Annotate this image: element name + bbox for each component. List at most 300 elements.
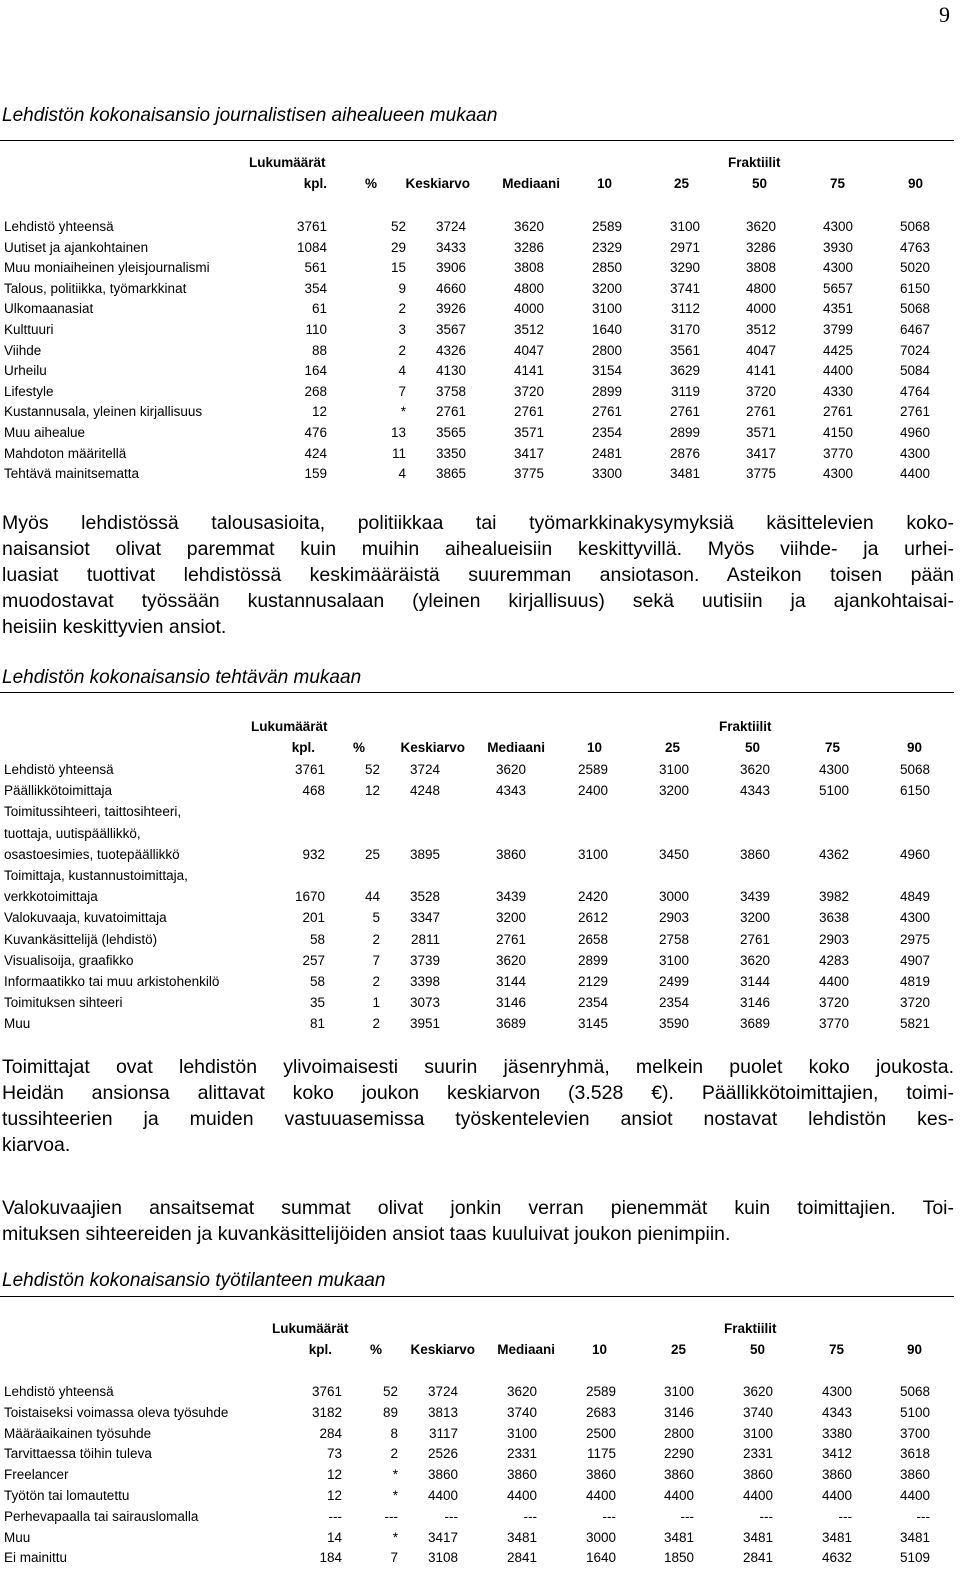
- table-cell: 3638: [818, 910, 849, 926]
- row-label: Informaatikko tai muu arkistohenkilö: [4, 974, 220, 989]
- table-cell: 4: [398, 466, 406, 482]
- paragraph-2: [2, 1054, 954, 1158]
- table-cell: 3629: [669, 363, 700, 379]
- column-header: 75: [829, 176, 845, 191]
- table-cell: 15: [390, 260, 406, 276]
- table-cell: 3860: [742, 1467, 773, 1483]
- table-cell: 7: [390, 1550, 398, 1566]
- column-header: kpl.: [303, 176, 327, 191]
- table-cell: 3720: [513, 383, 544, 399]
- table-cell: 3: [398, 322, 406, 337]
- column-header: 10: [586, 740, 602, 755]
- table-cell: 6467: [899, 322, 930, 337]
- table-cell: 2761: [435, 404, 466, 420]
- column-header: Mediaani: [487, 740, 545, 755]
- column-header: Mediaani: [502, 176, 560, 191]
- paragraph-line: Toimittajat ovat lehdistön ylivoimaisesti suurin jäsenryhmä, melkein puolet koko joukosta.: [2, 1056, 954, 1078]
- table-cell: 2899: [591, 383, 622, 399]
- table-cell: 2: [372, 931, 380, 947]
- table-cell: 3481: [742, 1529, 773, 1545]
- table-cell: 2526: [427, 1446, 458, 1462]
- table-2: [0, 692, 954, 1032]
- table-cell: *: [392, 1529, 398, 1545]
- column-header: 90: [907, 176, 923, 191]
- table-cell: 2658: [577, 931, 608, 947]
- table-cell: 2761: [513, 404, 544, 420]
- table-cell: 3412: [821, 1446, 852, 1462]
- table-cell: 3512: [745, 322, 776, 337]
- table-cell: 3117: [428, 1425, 458, 1441]
- table-cell: 3144: [739, 974, 770, 989]
- table-cell: 3571: [513, 425, 544, 440]
- table-cell: 3982: [818, 889, 849, 905]
- table-cell: 1: [372, 995, 380, 1011]
- table-row: [0, 972, 954, 992]
- table-cell: 3200: [495, 910, 526, 926]
- table-cell: 4283: [818, 952, 849, 968]
- row-label: Lehdistö yhteensä: [4, 762, 114, 777]
- column-header: Mediaani: [497, 1342, 555, 1357]
- table-cell: 4400: [585, 1488, 616, 1503]
- header-fraktiilit: Fraktiilit: [724, 1321, 777, 1336]
- table-cell: 7: [398, 383, 406, 399]
- row-label: Kustannusala, yleinen kirjallisuus: [4, 404, 203, 420]
- row-label: verkkotoimittaja: [4, 889, 98, 905]
- table-cell: ---: [444, 1508, 458, 1524]
- table-cell: 58: [309, 931, 325, 947]
- table-cell: 3930: [822, 239, 853, 255]
- table-cell: 44: [364, 889, 380, 905]
- column-header: 50: [744, 740, 760, 755]
- table-cell: 5109: [899, 1550, 930, 1566]
- column-header: 50: [749, 1342, 765, 1357]
- table-cell: 3620: [745, 219, 776, 234]
- table-cell: 1084: [296, 239, 327, 255]
- table-cell: 3813: [427, 1404, 458, 1420]
- table-cell: 2683: [585, 1404, 616, 1420]
- row-label: Kulttuuri: [4, 322, 54, 337]
- row-label: Uutiset ja ajankohtainen: [4, 239, 149, 255]
- row-label: Lehdistö yhteensä: [4, 1384, 114, 1399]
- row-label: Lifestyle: [4, 383, 54, 399]
- table-row: [0, 951, 954, 971]
- table-cell: 4425: [822, 342, 853, 358]
- table-cell: 2841: [742, 1550, 773, 1566]
- table-cell: 5821: [899, 1016, 930, 1032]
- table-cell: 2971: [669, 239, 700, 255]
- table-cell: 2354: [591, 425, 622, 440]
- table-cell: 3860: [899, 1467, 930, 1483]
- table-cell: 3770: [822, 445, 853, 461]
- table-cell: 29: [390, 239, 406, 255]
- column-header: kpl.: [308, 1342, 332, 1357]
- table-cell: 52: [364, 762, 380, 777]
- table-cell: 3100: [663, 1384, 694, 1399]
- column-header: 50: [751, 176, 767, 191]
- column-header: Keskiarvo: [400, 740, 465, 755]
- table-cell: 4330: [822, 383, 853, 399]
- table-cell: 4300: [818, 762, 849, 777]
- table-cell: 88: [311, 342, 327, 358]
- table-cell: 164: [304, 363, 327, 379]
- table-cell: 2: [398, 301, 406, 317]
- table-cell: 3417: [513, 445, 544, 461]
- table-row: [0, 760, 954, 780]
- table-cell: ---: [328, 1508, 342, 1524]
- table-row: [0, 1444, 954, 1464]
- row-label: Ei mainittu: [4, 1550, 68, 1566]
- table-cell: 4047: [513, 342, 544, 358]
- header-lukumaarat: Lukumäärät: [272, 1321, 349, 1336]
- table-cell: 5020: [899, 260, 930, 276]
- table-cell: 1640: [585, 1550, 616, 1566]
- table-cell: 2761: [745, 404, 776, 420]
- column-header: 75: [824, 740, 840, 755]
- table-cell: 4351: [822, 301, 853, 317]
- table-cell: 3571: [745, 425, 776, 440]
- table-row: [0, 1382, 954, 1402]
- column-header: 10: [596, 176, 612, 191]
- table-row: [0, 887, 954, 907]
- table-header-top: [0, 1319, 954, 1339]
- table-cell: ---: [916, 1508, 930, 1524]
- table-row: [0, 908, 954, 928]
- table-cell: 3860: [821, 1467, 852, 1483]
- table-cell: 4000: [745, 301, 776, 317]
- table-cell: 4300: [822, 260, 853, 276]
- table-cell: 4: [398, 363, 406, 379]
- table-cell: 4130: [435, 363, 466, 379]
- table-cell: 9: [398, 280, 406, 296]
- table-cell: 3860: [739, 846, 770, 862]
- table-cell: 3146: [663, 1404, 694, 1420]
- table-cell: 3761: [294, 762, 325, 777]
- column-header: 75: [828, 1342, 844, 1357]
- table-cell: 4907: [899, 952, 930, 968]
- paragraph-line: Heidän ansionsa alittavat koko joukon keskiarvon (3.528 €). Päällikkötoimittajien, toimi-: [2, 1082, 954, 1104]
- table-cell: 1850: [663, 1550, 694, 1566]
- table-row: [0, 444, 954, 464]
- table-row: [0, 1014, 954, 1034]
- table-row: [0, 382, 954, 402]
- table-cell: 4300: [899, 445, 930, 461]
- table-row: [0, 1486, 954, 1506]
- table-row: [0, 423, 954, 443]
- table-header-columns: [0, 738, 954, 758]
- table-cell: 4400: [822, 363, 853, 379]
- row-label: Urheilu: [4, 363, 47, 379]
- table-cell: 3724: [409, 762, 440, 777]
- table-cell: 3770: [818, 1016, 849, 1032]
- column-header: 10: [591, 1342, 607, 1357]
- table-cell: 11: [391, 445, 406, 461]
- table-cell: 4400: [899, 466, 930, 482]
- table-cell: 3740: [742, 1404, 773, 1420]
- row-label: osastoesimies, tuotepäällikkö: [4, 846, 180, 862]
- table-cell: 3865: [435, 466, 466, 482]
- table-cell: 3860: [506, 1467, 537, 1483]
- table-cell: 3182: [311, 1404, 342, 1420]
- table-cell: 4400: [821, 1488, 852, 1503]
- paragraph-line: naisansiot olivat paremmat kuin muihin aihealueisiin keskittyvillä. Myös viihde- ja urhei-: [2, 538, 954, 560]
- table-cell: 4248: [409, 783, 440, 799]
- table-cell: 12: [326, 1467, 342, 1483]
- paragraph-line: kiarvoa.: [2, 1134, 71, 1156]
- table-cell: 4800: [745, 280, 776, 296]
- table-cell: 3895: [409, 846, 440, 862]
- paragraph-line: Myös lehdistössä talousasioita, politiikkaa tai työmarkkinakysymyksiä käsittelevien koko-: [2, 512, 954, 534]
- table-cell: 6150: [899, 280, 930, 296]
- table-cell: 2420: [577, 889, 608, 905]
- table-cell: 2329: [591, 239, 622, 255]
- table-cell: 4849: [899, 889, 930, 905]
- row-label: Mahdoton määritellä: [4, 445, 127, 461]
- table-cell: 3567: [435, 322, 466, 337]
- table-cell: 3450: [658, 846, 689, 862]
- table-cell: 3100: [742, 1425, 773, 1441]
- table-cell: 2800: [591, 342, 622, 358]
- table-cell: 3286: [513, 239, 544, 255]
- table-cell: 1175: [586, 1446, 616, 1462]
- table-cell: 3481: [663, 1529, 694, 1545]
- table-row: [0, 802, 954, 822]
- table-cell: 3761: [311, 1384, 342, 1399]
- table-row: [0, 299, 954, 319]
- table-cell: 3146: [739, 995, 770, 1011]
- table-cell: 476: [304, 425, 327, 440]
- row-label: Kuvankäsittelijä (lehdistö): [4, 931, 158, 947]
- table-cell: 3620: [506, 1384, 537, 1399]
- column-header: 25: [664, 740, 680, 755]
- table-cell: 58: [309, 974, 325, 989]
- table-cell: *: [400, 404, 406, 420]
- table-cell: 257: [302, 952, 325, 968]
- table-cell: 4141: [745, 363, 776, 379]
- table-cell: 3300: [591, 466, 622, 482]
- table-cell: 81: [309, 1016, 325, 1032]
- table-cell: 52: [382, 1384, 398, 1399]
- table-cell: 5068: [899, 219, 930, 234]
- table-cell: 1640: [591, 322, 622, 337]
- table-cell: 61: [311, 301, 327, 317]
- table-cell: 2: [372, 1016, 380, 1032]
- table-cell: 2903: [818, 931, 849, 947]
- table-cell: 7024: [899, 342, 930, 358]
- table-cell: 12: [311, 404, 327, 420]
- table-cell: 3860: [663, 1467, 694, 1483]
- column-header: %: [369, 1342, 382, 1357]
- row-label: Lehdistö yhteensä: [4, 219, 114, 234]
- table-cell: 5068: [899, 762, 930, 777]
- table-row: [0, 402, 954, 422]
- table-cell: 3100: [577, 846, 608, 862]
- paragraph-line: heisiin keskittyvien ansiot.: [2, 616, 227, 638]
- table-cell: 3620: [742, 1384, 773, 1399]
- table-3: [0, 1296, 954, 1566]
- table-cell: 4400: [742, 1488, 773, 1503]
- table-cell: 4343: [739, 783, 770, 799]
- table-cell: 3154: [591, 363, 622, 379]
- table-cell: 2354: [658, 995, 689, 1011]
- table-cell: 3481: [669, 466, 700, 482]
- table-row: [0, 464, 954, 484]
- table-cell: 3145: [577, 1016, 608, 1032]
- row-label: Talous, politiikka, työmarkkinat: [4, 280, 187, 296]
- table-row: [0, 258, 954, 278]
- table-cell: 2: [372, 974, 380, 989]
- table-cell: 3481: [506, 1529, 537, 1545]
- table-cell: 3350: [435, 445, 466, 461]
- table-cell: 3347: [409, 910, 440, 926]
- row-label: Muu moniaiheinen yleisjournalismi: [4, 260, 210, 276]
- table-cell: 6150: [899, 783, 930, 799]
- table-cell: 3200: [591, 280, 622, 296]
- paragraph-line: tussihteerien ja muiden vastuuasemissa työskentelevien ansiot nostavat lehdistön kes-: [2, 1108, 954, 1130]
- column-header: Keskiarvo: [405, 176, 470, 191]
- table-cell: 3433: [435, 239, 466, 255]
- table-cell: 4400: [818, 974, 849, 989]
- row-label: Toimittaja, kustannustoimittaja,: [4, 868, 188, 883]
- table-row: [0, 341, 954, 361]
- table-cell: *: [392, 1467, 398, 1483]
- paragraph-line: mituksen sihteereiden ja kuvankäsittelijöiden ansiot taas kuuluivat joukon pienimpiin.: [2, 1223, 731, 1245]
- table-cell: 3100: [591, 301, 622, 317]
- table-3-heading: Lehdistön kokonaisansio työtilanteen mukaan: [2, 1270, 386, 1291]
- table-row: [0, 1507, 954, 1527]
- table-cell: 25: [364, 846, 380, 862]
- table-header-columns: [0, 174, 954, 194]
- table-row: [0, 824, 954, 844]
- column-header: 25: [670, 1342, 686, 1357]
- table-cell: *: [392, 1488, 398, 1503]
- table-cell: 2: [390, 1446, 398, 1462]
- table-cell: 4819: [899, 974, 930, 989]
- table-cell: ---: [602, 1508, 616, 1524]
- table-cell: 2: [398, 342, 406, 358]
- table-cell: 2761: [739, 931, 770, 947]
- table-cell: 3620: [739, 762, 770, 777]
- table-cell: 3775: [745, 466, 776, 482]
- table-row: [0, 1528, 954, 1548]
- table-cell: 2331: [506, 1446, 537, 1462]
- column-header: 90: [906, 1342, 922, 1357]
- table-cell: 2876: [669, 445, 700, 461]
- table-cell: 3290: [669, 260, 700, 276]
- table-cell: 3761: [296, 219, 327, 234]
- table-cell: 5: [372, 910, 380, 926]
- table-cell: 4300: [821, 1384, 852, 1399]
- table-row: [0, 320, 954, 340]
- table-cell: 13: [390, 425, 406, 440]
- table-cell: 2499: [658, 974, 689, 989]
- table-cell: 3618: [899, 1446, 930, 1462]
- table-cell: 3808: [745, 260, 776, 276]
- table-cell: 4400: [427, 1488, 458, 1503]
- row-label: Tarvittaessa töihin tuleva: [4, 1446, 152, 1462]
- table-cell: 268: [304, 383, 327, 399]
- table-cell: 2761: [669, 404, 700, 420]
- table-cell: 3481: [899, 1529, 930, 1545]
- table-cell: 2761: [591, 404, 622, 420]
- table-cell: 2761: [899, 404, 930, 420]
- column-header: kpl.: [291, 740, 315, 755]
- table-cell: 3620: [495, 952, 526, 968]
- table-cell: 3146: [495, 995, 526, 1011]
- table-cell: 1670: [294, 889, 325, 905]
- table-cell: 159: [304, 466, 327, 482]
- row-label: Tehtävä mainitsematta: [4, 466, 140, 482]
- table-cell: 2761: [495, 931, 526, 947]
- table-cell: 2481: [591, 445, 622, 461]
- table-cell: 14: [326, 1529, 342, 1545]
- table-cell: ---: [523, 1508, 537, 1524]
- table-cell: 3565: [435, 425, 466, 440]
- table-cell: 3100: [658, 762, 689, 777]
- table-row: [0, 1403, 954, 1423]
- table-cell: 3860: [495, 846, 526, 862]
- table-cell: ---: [680, 1508, 694, 1524]
- table-cell: 4632: [821, 1550, 852, 1566]
- row-label: Freelancer: [4, 1467, 69, 1483]
- table-cell: 2850: [591, 260, 622, 276]
- table-cell: 3119: [670, 383, 700, 399]
- table-cell: 3170: [669, 322, 700, 337]
- paragraph-line: Valokuvaajien ansaitsemat summat olivat jonkin verran pienemmät kuin toimittajien. Toi-: [2, 1197, 954, 1219]
- table-cell: 7: [372, 952, 380, 968]
- table-cell: ---: [838, 1508, 852, 1524]
- table-cell: 2129: [577, 974, 608, 989]
- table-cell: 89: [382, 1404, 398, 1420]
- table-cell: 5657: [822, 280, 853, 296]
- table-cell: 35: [309, 995, 325, 1011]
- table-cell: 3906: [435, 260, 466, 276]
- table-cell: 4400: [506, 1488, 537, 1503]
- table-cell: 110: [305, 322, 327, 337]
- table-cell: 2400: [577, 783, 608, 799]
- table-cell: 4660: [435, 280, 466, 296]
- header-lukumaarat: Lukumäärät: [251, 719, 328, 734]
- table-cell: 3620: [739, 952, 770, 968]
- table-cell: 3108: [427, 1550, 458, 1566]
- table-cell: 3528: [409, 889, 440, 905]
- table-cell: 3860: [427, 1467, 458, 1483]
- table-cell: 3144: [495, 974, 526, 989]
- table-cell: 4300: [822, 466, 853, 482]
- table-cell: 2354: [577, 995, 608, 1011]
- table-1-heading: Lehdistön kokonaisansio journalistisen aihealueen mukaan: [2, 105, 498, 126]
- row-label: Ulkomaanasiat: [4, 301, 94, 317]
- table-cell: 3100: [658, 952, 689, 968]
- table-cell: 3100: [669, 219, 700, 234]
- table-cell: 4960: [899, 425, 930, 440]
- table-cell: 284: [319, 1425, 342, 1441]
- paragraph-line: luasiat tuottivat lehdistössä keskimääräistä suuremman ansiotason. Asteikon toisen pään: [2, 564, 954, 586]
- table-cell: 4300: [822, 219, 853, 234]
- table-cell: 3439: [495, 889, 526, 905]
- table-cell: 3286: [745, 239, 776, 255]
- table-cell: 561: [304, 260, 327, 276]
- table-cell: 52: [390, 219, 406, 234]
- table-cell: 4047: [745, 342, 776, 358]
- table-cell: 3860: [585, 1467, 616, 1483]
- table-cell: 2500: [585, 1425, 616, 1441]
- row-label: Määräaikainen työsuhde: [4, 1425, 152, 1441]
- table-cell: 4400: [663, 1488, 694, 1503]
- table-cell: 3112: [670, 301, 700, 317]
- table-cell: 12: [326, 1488, 342, 1503]
- table-cell: 4800: [513, 280, 544, 296]
- table-row: [0, 1465, 954, 1485]
